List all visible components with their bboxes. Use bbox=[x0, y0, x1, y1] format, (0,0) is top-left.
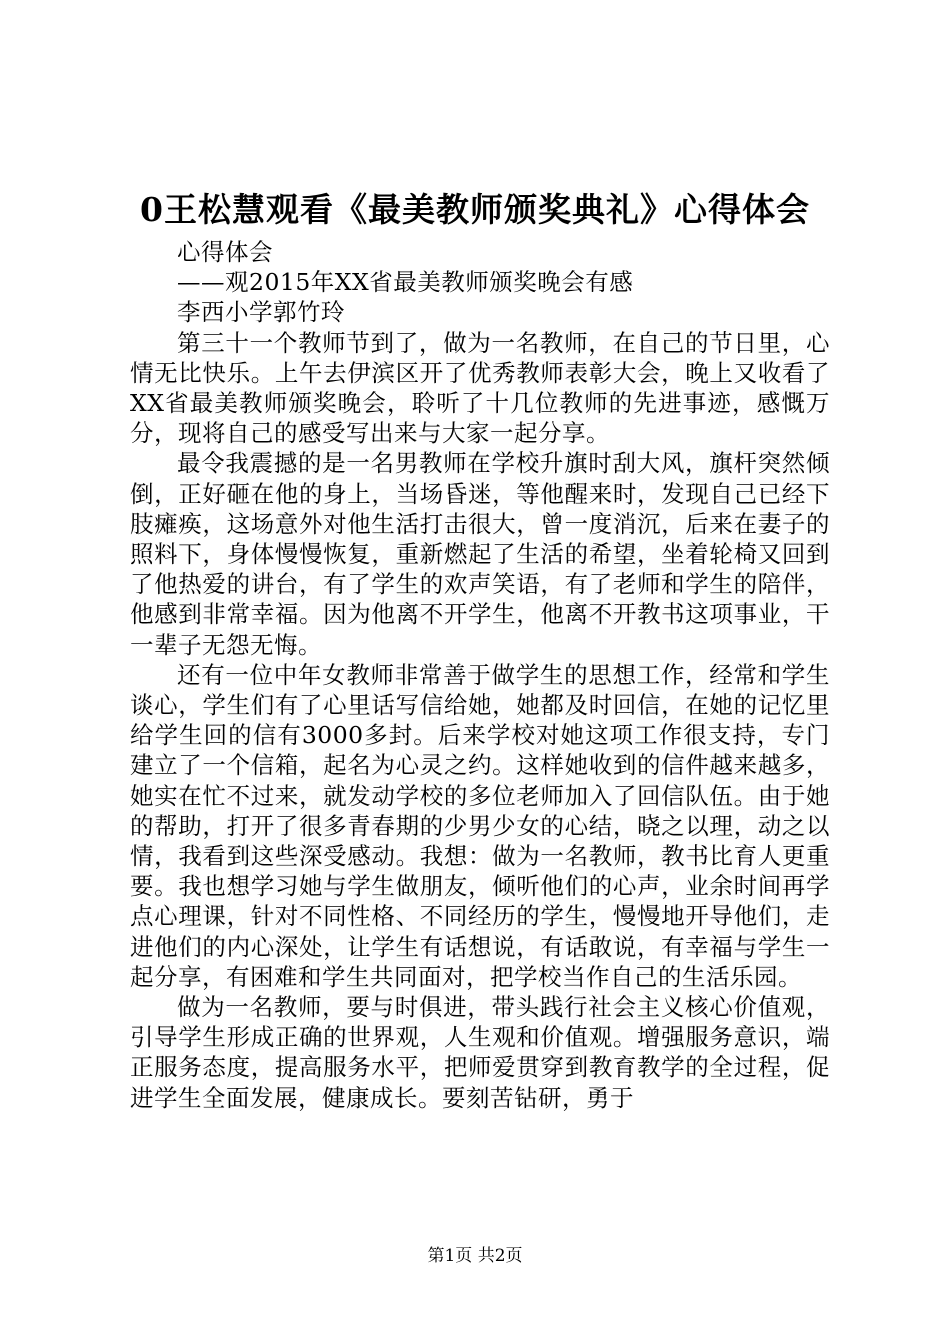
subtitle-occasion: ——观2015年XX省最美教师颁奖晚会有感 bbox=[177, 268, 634, 297]
author-line: 李西小学郭竹玲 bbox=[177, 298, 345, 327]
page-footer: 第1页 共2页 bbox=[427, 1246, 523, 1266]
document-title: 0王松慧观看《最美教师颁奖典礼》心得体会 bbox=[140, 190, 810, 229]
paragraph-4: 做为一名教师，要与时俱进，带头践行社会主义核心价值观，引导学生形成正确的世界观，人生观和价值观。增强服务意识，端正服务态度，提高服务水平，把师爱贯穿到教育教学的全过程，促进学生全面发展，健康成长。要刻苦钻研，勇于 bbox=[130, 993, 830, 1112]
paragraph-2: 最令我震撼的是一名男教师在学校升旗时刮大风，旗杆突然倾倒，正好砸在他的身上，当场昏迷，等他醒来时，发现自己已经下肢瘫痪，这场意外对他生活打击很大，曾一度消沉，后来在妻子的照料下，身体慢慢恢复，重新燃起了生活的希望，坐着轮椅又回到了他热爱的讲台，有了学生的欢声笑语，有了老师和学生的陪伴，他感到非常幸福。因为他离不开学生，他离不开教书这项事业，干一辈子无怨无悔。 bbox=[130, 449, 830, 659]
subtitle-heading: 心得体会 bbox=[177, 238, 273, 266]
paragraph-3: 还有一位中年女教师非常善于做学生的思想工作，经常和学生谈心，学生们有了心里话写信给她，她都及时回信，在她的记忆里给学生回的信有3000多封。后来学校对她这项工作很支持，专门建立了一个信箱，起名为心灵之约。这样她收到的信件越来越多，她实在忙不过来，就发动学校的多位老师加入了回信队伍。由于她的帮助，打开了很多青春期的少男少女的心结，晓之以理，动之以情，我看到这些深受感动。我想：做为一名教师，教书比育人更重要。我也想学习她与学生做朋友，倾听他们的心声，业余时间再学点心理课，针对不同性格、不同经历的学生，慢慢地开导他们，走进他们的内心深处，让学生有话想说，有话敢说，有幸福与学生一起分享，有困难和学生共同面对，把学校当作自己的生活乐园。 bbox=[130, 660, 830, 991]
document-body bbox=[130, 237, 830, 1113]
paragraph-1: 第三十一个教师节到了，做为一名教师，在自己的节日里，心情无比快乐。上午去伊滨区开了优秀教师表彰大会，晚上又收看了XX省最美教师颁奖晚会，聆听了十几位教师的先进事迹，感慨万分，现将自己的感受写出来与大家一起分享。 bbox=[130, 328, 830, 448]
